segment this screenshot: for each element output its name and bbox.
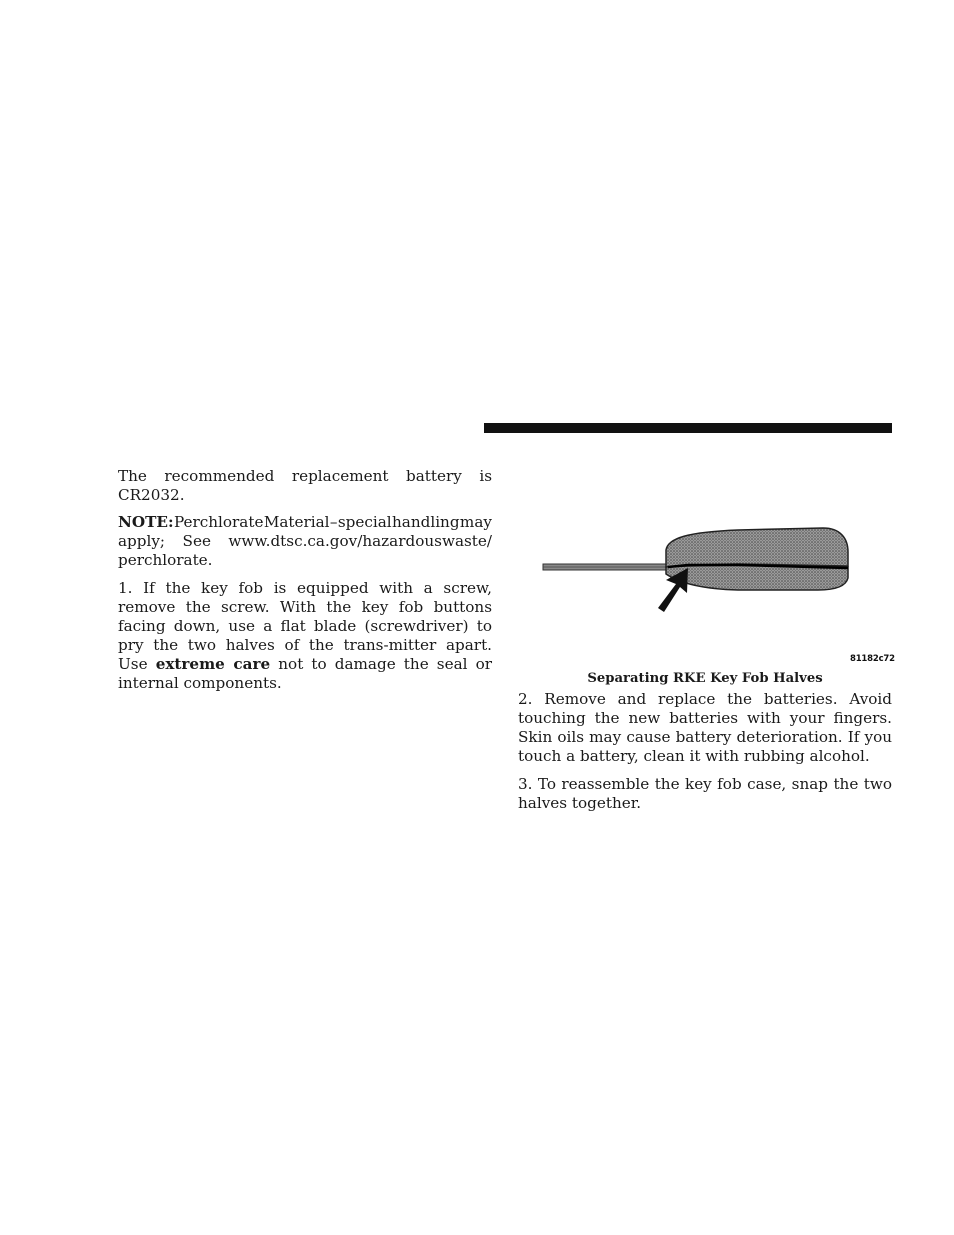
section-rule: [484, 423, 892, 433]
note-word: special: [337, 513, 392, 531]
note-label: NOTE:: [118, 513, 174, 531]
note-line-1: [118, 513, 492, 532]
step-1-text-a: 1. If the key fob is equipped with a screw, remove the screw. With the key fob buttons facing down, use a flat blade (screwdriver) to pry the two halves of the trans-mitter apart. Use: [118, 579, 492, 673]
step-1-text-b: not to damage the seal or internal components.: [118, 655, 492, 692]
key-fob-illustration: [538, 520, 894, 670]
battery-recommendation: The recommended replacement battery is CR2032.: [118, 467, 492, 504]
note-line-3: perchlorate.: [118, 551, 213, 569]
note-word: –: [329, 513, 338, 531]
right-column: [518, 690, 892, 813]
note-word: Perchlorate: [173, 513, 264, 531]
key-blade: [543, 564, 668, 570]
note-url: www.dtsc.ca.gov/hazardouswaste/: [228, 532, 492, 550]
step-3: 3. To reassemble the key fob case, snap the two halves together.: [518, 775, 892, 812]
figure-caption: Separating RKE Key Fob Halves: [587, 671, 823, 686]
note-word: Material: [263, 513, 330, 531]
note-line-2: [118, 532, 492, 551]
note-word: may: [459, 513, 492, 531]
left-column: [118, 467, 492, 693]
fob-lower-half: [666, 565, 848, 590]
step-1: [118, 579, 492, 693]
note-word: See: [182, 532, 211, 550]
note-word: apply;: [118, 532, 166, 550]
step-1-emphasis: extreme care: [155, 655, 271, 673]
fob-upper-half: [666, 528, 848, 567]
note-word: handling: [392, 513, 460, 531]
figure-id: 81182c72: [850, 654, 895, 664]
perchlorate-note: [118, 513, 492, 570]
step-2: 2. Remove and replace the batteries. Avoid touching the new batteries with your fingers. Skin oils may cause battery deterioration. If you touch a battery, clean it with rubbing alcohol.: [518, 690, 892, 765]
